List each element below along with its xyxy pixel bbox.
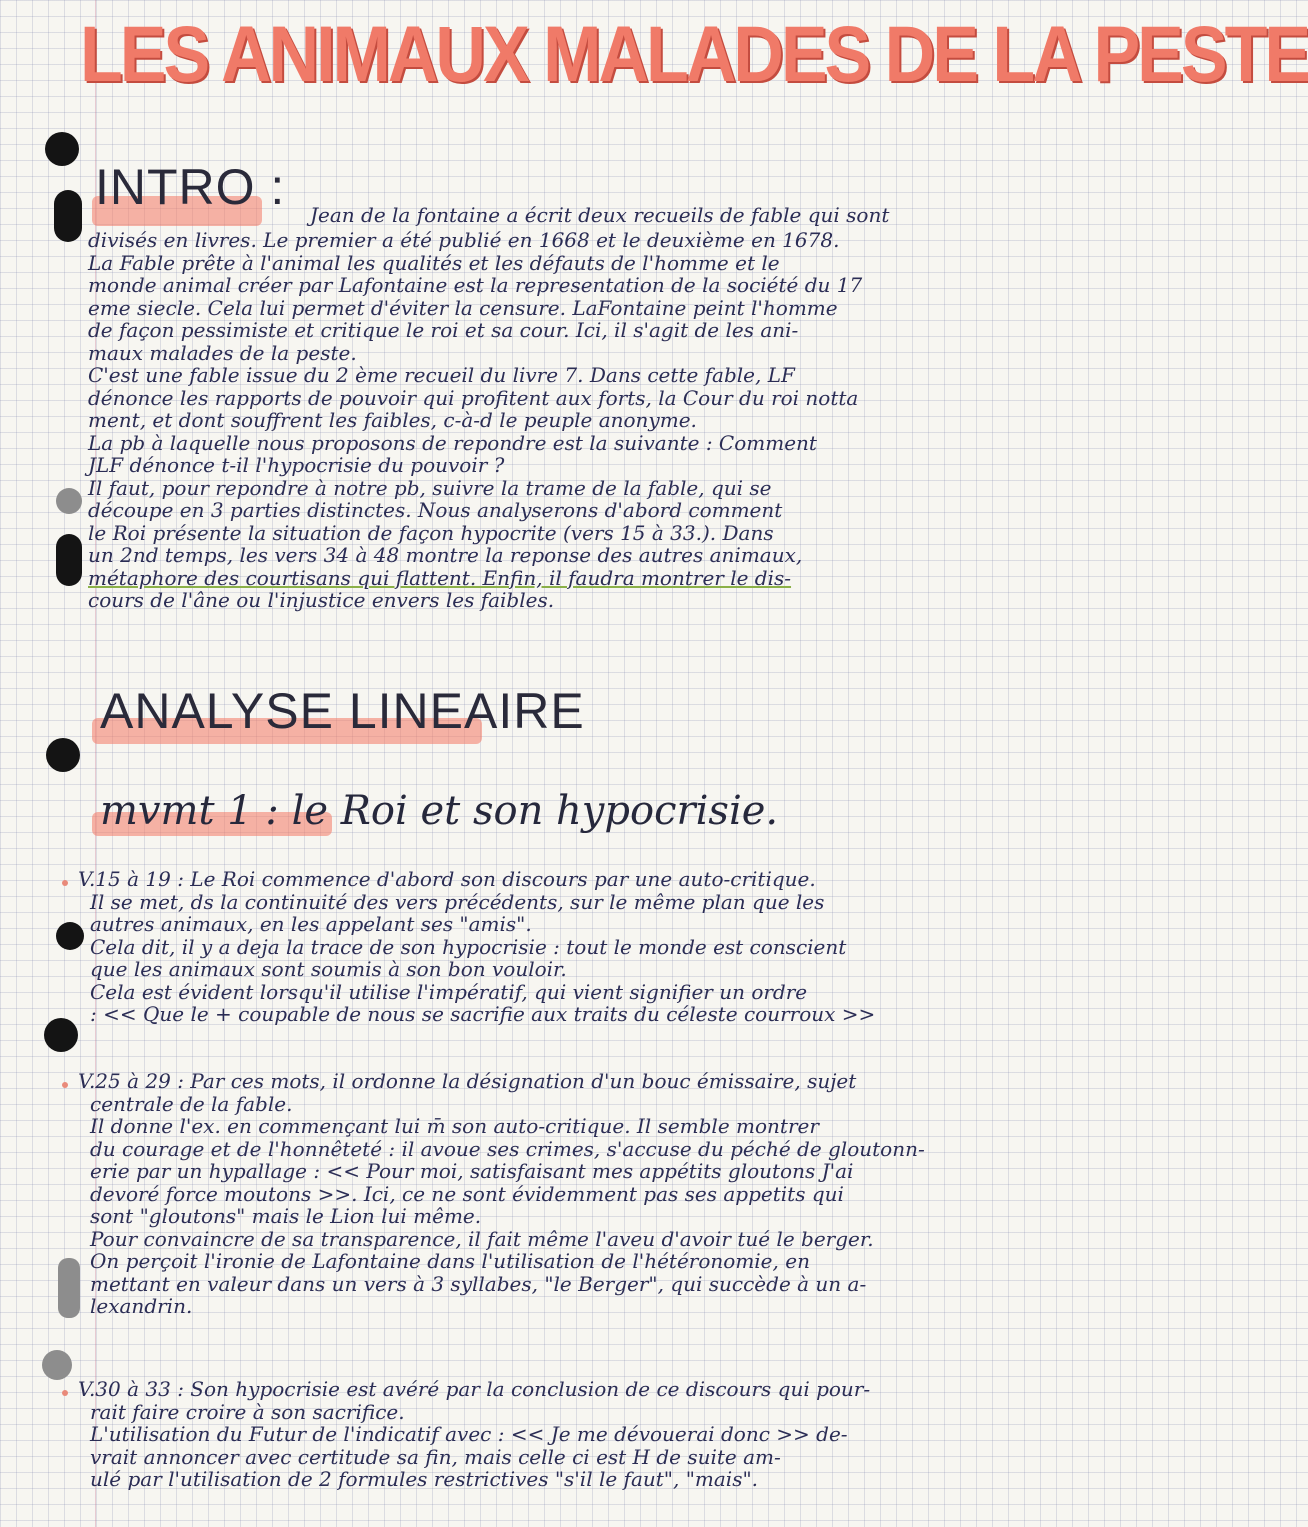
verse-section-1 — [78, 868, 1063, 1026]
verse-section-2 — [78, 1070, 1063, 1318]
verse-line: centrale de la fable. — [90, 1091, 293, 1116]
intro-paragraph — [88, 229, 1063, 612]
verse-line: Cela dit, il y a deja la trace de son hypocrisie : tout le monde est conscient — [90, 934, 847, 959]
intro-line: Il faut, pour repondre à notre pb, suivre la trame de la fable, qui se — [88, 475, 772, 500]
intro-lead: Jean de la fontaine a écrit deux recueils de fable qui sont — [310, 203, 890, 227]
page-title: LES ANIMAUX MALADES DE LA PESTE — [80, 10, 1308, 98]
verse-label: V.25 à 29 : — [78, 1069, 184, 1093]
movement-label: mvmt 1 — [100, 788, 253, 834]
verse-line: : << Que le + coupable de nous se sacrifie aux traits du céleste courroux >> — [90, 1002, 876, 1026]
analysis-heading: ANALYSE LINEAIRE — [100, 683, 585, 739]
intro-line: le Roi présente la situation de façon hypocrite (vers 15 à 33.). Dans — [88, 520, 774, 545]
binder-hole — [56, 534, 82, 586]
intro-heading: INTRO : — [95, 159, 286, 215]
verse-line: devoré force moutons >>. Ici, ce ne sont évidemment pas ses appetits qui — [90, 1181, 844, 1206]
verse-line: Le Roi commence d'abord son discours par une auto-critique. — [190, 867, 816, 891]
binder-hole — [46, 738, 80, 772]
verse-line: ulé par l'utilisation de 2 formules restrictives "s'il le faut", "mais". — [90, 1467, 759, 1491]
intro-line: La pb à laquelle nous proposons de repondre est la suivante : Comment — [88, 430, 817, 455]
verse-section-3 — [78, 1378, 1063, 1491]
intro-line: C'est une fable issue du 2 ème recueil du livre 7. Dans cette fable, LF — [88, 363, 795, 387]
verse-label: V.15 à 19 : — [78, 867, 184, 891]
binder-hole — [44, 1018, 78, 1052]
intro-line: maux malades de la peste. — [88, 340, 357, 365]
verse-line: autres animaux, en les appelant ses "amis". — [90, 912, 532, 936]
intro-line: de façon pessimiste et critique le roi et sa cour. Ici, il s'agit de les ani- — [88, 318, 799, 342]
intro-line: métaphore des courtisans qui flattent. Enfin, il faudra montrer le dis- — [88, 565, 792, 590]
intro-line: La Fable prête à l'animal les qualités et les défauts de l'homme et le — [88, 250, 780, 275]
verse-line: rait faire croire à son sacrifice. — [90, 1399, 405, 1424]
verse-line: Cela est évident lorsqu'il utilise l'impératif, qui vient signifier un ordre — [90, 979, 808, 1004]
verse-line: lexandrin. — [90, 1294, 193, 1318]
intro-line: JLF dénonce t-il l'hypocrisie du pouvoir ? — [88, 453, 505, 477]
verse-line: Pour convaincre de sa transparence, il fait même l'aveu d'avoir tué le berger. — [90, 1226, 874, 1251]
binder-hole — [56, 488, 82, 514]
verse-line: que les animaux sont soumis à son bon vouloir. — [90, 957, 567, 981]
intro-line: découpe en 3 parties distinctes. Nous analyserons d'abord comment — [88, 498, 783, 522]
verse-line: On perçoit l'ironie de Lafontaine dans l'utilisation de l'hétéronomie, en — [90, 1249, 810, 1273]
verse-line: mettant en valeur dans un vers à 3 syllabes, "le Berger", qui succède à un a- — [90, 1271, 867, 1296]
verse-line: Il se met, ds la continuité des vers précédents, sur le même plan que les — [90, 889, 825, 914]
intro-line: divisés en livres. Le premier a été publié en 1668 et le deuxième en 1678. — [88, 228, 840, 252]
verse-label: V.30 à 33 : — [78, 1377, 184, 1401]
verse-line: sont "gloutons" mais le Lion lui même. — [90, 1204, 482, 1228]
intro-line: ment, et dont souffrent les faibles, c-à-d le peuple anonyme. — [88, 408, 697, 432]
binder-hole — [45, 132, 79, 166]
movement-subtitle: : le Roi et son hypocrisie. — [265, 788, 779, 834]
intro-line: eme siecle. Cela lui permet d'éviter la censure. LaFontaine peint l'homme — [88, 295, 838, 320]
movement-title — [100, 788, 778, 834]
intro-line: dénonce les rapports de pouvoir qui profitent aux forts, la Cour du roi notta — [88, 385, 859, 410]
verse-line: Par ces mots, il ordonne la désignation d'un bouc émissaire, sujet — [190, 1069, 857, 1093]
verse-line: Il donne l'ex. en commençant lui m̄ son auto-critique. Il semble montrer — [90, 1114, 819, 1138]
bullet — [62, 1082, 68, 1088]
verse-line: Son hypocrisie est avéré par la conclusion de ce discours qui pour- — [190, 1377, 871, 1401]
binder-hole — [42, 1350, 72, 1380]
verse-line: erie par un hypallage : << Pour moi, satisfaisant mes appétits gloutons J'ai — [90, 1159, 854, 1183]
intro-line: cours de l'âne ou l'injustice envers les faibles. — [88, 588, 555, 612]
verse-line: L'utilisation du Futur de l'indicatif avec : << Je me dévouerai donc >> de- — [90, 1422, 848, 1446]
intro-line: un 2nd temps, les vers 34 à 48 montre la reponse des autres animaux, — [88, 543, 803, 567]
bullet — [62, 1390, 68, 1396]
intro-line: monde animal créer par Lafontaine est la representation de la société du 17 — [88, 273, 863, 297]
verse-line: du courage et de l'honnêteté : il avoue ses crimes, s'accuse du péché de gloutonn- — [90, 1136, 925, 1161]
binder-hole — [54, 190, 82, 242]
bullet — [62, 880, 68, 886]
binder-hole — [58, 1258, 80, 1318]
verse-line: vrait annoncer avec certitude sa fin, mais celle ci est H de suite am- — [90, 1444, 781, 1469]
